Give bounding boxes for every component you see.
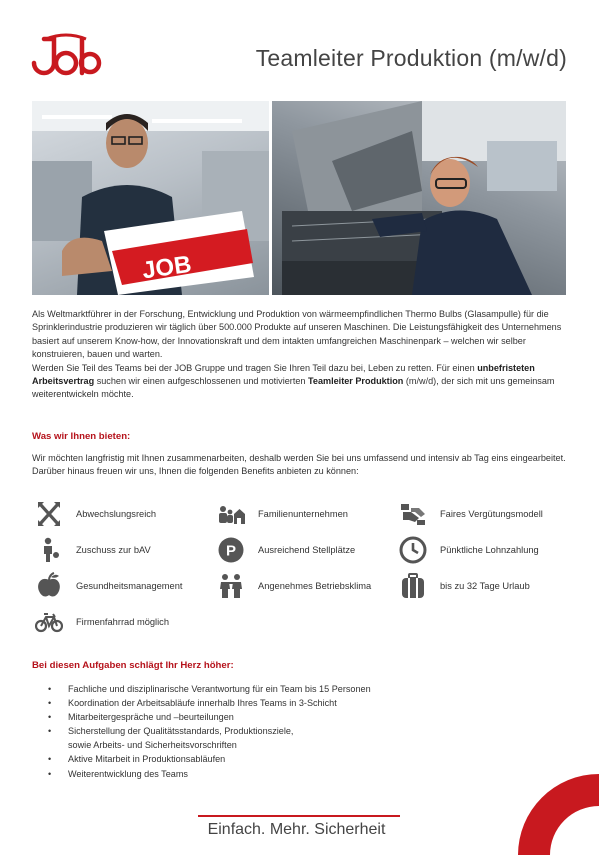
photo-woman-at-machine: [272, 101, 566, 295]
apple-icon: [32, 572, 66, 600]
people-icon: [214, 572, 248, 600]
clock-icon: [396, 536, 430, 564]
footer-slogan: Einfach. Mehr. Sicherheit: [207, 821, 386, 838]
list-item: • Weiterentwicklung des Teams: [48, 767, 548, 781]
parking-icon: [214, 536, 248, 564]
list-item-continuation: sowie Arbeits- und Sicherheitsvorschriften: [68, 740, 237, 751]
corner-arc-decoration: [514, 770, 599, 855]
benefit-item: Pünktliche Lohnzahlung: [396, 536, 539, 564]
benefit-item: Gesundheitsmanagement: [32, 572, 182, 600]
benefit-item: Abwechslungsreich: [32, 500, 156, 528]
footer-divider: [198, 815, 400, 817]
benefit-item: Angenehmes Betriebsklima: [214, 572, 371, 600]
svg-text:P: P: [225, 542, 237, 560]
list-item: • Sicherstellung der Qualitätsstandards, Produktionsziele,: [48, 724, 548, 738]
list-item: • Mitarbeitergespräche und –beurteilungen: [48, 710, 548, 724]
benefit-item: Zuschuss zur bAV: [32, 536, 151, 564]
benefit-item: Faires Vergütungsmodell: [396, 500, 543, 528]
contract-type: unbefristeten Arbeitsvertrag: [32, 362, 535, 387]
list-item: • Fachliche und disziplinarische Verantwortung für ein Team bis 15 Personen: [48, 682, 548, 696]
benefit-item: P Ausreichend Stellplätze: [214, 536, 355, 564]
intro-paragraph-2: Werden Sie Teil des Teams bei der JOB Gruppe und tragen Sie Ihren Teil dazu bei, Leben zu retten. Für einen unbefristeten Arbeitsvertrag suchen wir einen aufgeschlossenen und motivierten Teamleiter Produktion (m/w/d), der sich mit uns gemeinsam weiterentwickeln möchte.: [32, 362, 555, 400]
offer-text: Wir möchten langfristig mit Ihnen zusammenarbeiten, deshalb werden Sie bei uns umfassend und intensiv ab Tag eins eingearbeitet. Darüber hinaus freuen wir uns, Ihnen die folgenden Benefits anbieten zu können:: [32, 453, 566, 477]
benefit-item: Firmenfahrrad möglich: [32, 608, 169, 636]
handshake-icon: [396, 500, 430, 528]
intro-paragraph-1: Als Weltmarktführer in der Forschung, Entwicklung und Produktion von wärmeempfindlichen Thermo Bulbs (Glasampulle) für die Sprinklerindustrie produzieren wir täglich über 500.000 Produkte auf unseren Maschinen. Die Leistungsfähigkeit des Unternehmens basiert auf unserem Know-how, der Innovationskraft und dem intakten umfangreichen Maschinenpark – welchen wir selber konstruieren, bauen und warten.: [32, 309, 562, 360]
job-logo: [30, 33, 102, 83]
person-piggy-icon: [32, 536, 66, 564]
family-house-icon: [214, 500, 248, 528]
arrows-cross-icon: [32, 500, 66, 528]
intro-text: [32, 308, 568, 402]
box-logo-text: JOB: [140, 250, 194, 285]
offer-heading: Was wir Ihnen bieten:: [32, 431, 131, 442]
tasks-list: [48, 682, 548, 781]
benefit-item: Familienunternehmen: [214, 500, 348, 528]
position-name: Teamleiter Produktion: [308, 376, 404, 387]
tasks-heading: Bei diesen Aufgaben schlägt Ihr Herz höher:: [32, 660, 234, 671]
bicycle-icon: [32, 608, 66, 636]
page-title: Teamleiter Produktion (m/w/d): [255, 45, 567, 71]
list-item: • Aktive Mitarbeit in Produktionsabläufen: [48, 752, 548, 766]
benefit-item: bis zu 32 Tage Urlaub: [396, 572, 530, 600]
photo-man-with-box: [32, 101, 269, 295]
list-item: • Koordination der Arbeitsabläufe innerhalb Ihres Teams in 3-Schicht: [48, 696, 548, 710]
suitcase-icon: [396, 572, 430, 600]
